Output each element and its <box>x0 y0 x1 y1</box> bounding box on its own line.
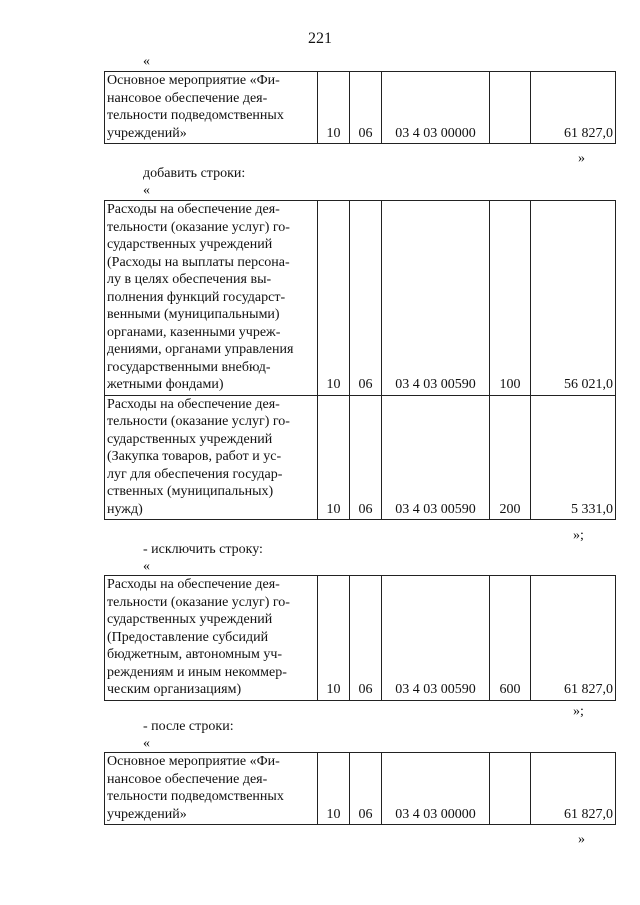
expense-type-code: 200 <box>490 395 531 520</box>
expense-type-code <box>490 753 531 825</box>
closing-quote: » <box>578 832 585 847</box>
target-article-code: 03 4 03 00000 <box>382 753 490 825</box>
closing-quote: »; <box>573 528 584 543</box>
expense-type-code: 100 <box>490 201 531 396</box>
row-description: Расходы на обеспечение дея- тельности (оказание услуг) го- сударственных учреждений (Предоставление субсидий бюджетным, автономным уч- реждениям и иным некоммер- ческим организациям) <box>105 576 318 701</box>
subsection-code: 06 <box>350 201 382 396</box>
section-code: 10 <box>318 72 350 144</box>
instruction-exclude: - исключить строку: <box>143 542 263 557</box>
table-row <box>105 395 616 520</box>
section-code: 10 <box>318 753 350 825</box>
amount: 61 827,0 <box>531 72 616 144</box>
budget-table-2 <box>104 200 616 520</box>
expense-type-code: 600 <box>490 576 531 701</box>
instruction-add: добавить строки: <box>143 166 246 181</box>
table-row <box>105 576 616 701</box>
row-description: Расходы на обеспечение дея- тельности (оказание услуг) го- сударственных учреждений (Закупка товаров, работ и ус- луг для обеспечения государ- ственных (муниципальных) нужд) <box>105 395 318 520</box>
budget-table-1 <box>104 71 616 144</box>
page-number: 221 <box>308 30 332 47</box>
target-article-code: 03 4 03 00590 <box>382 201 490 396</box>
target-article-code: 03 4 03 00590 <box>382 576 490 701</box>
closing-quote: »; <box>573 704 584 719</box>
amount: 56 021,0 <box>531 201 616 396</box>
table-row <box>105 753 616 825</box>
row-description: Основное мероприятие «Фи- нансовое обеспечение дея- тельности подведомственных учреждений» <box>105 72 318 144</box>
target-article-code: 03 4 03 00590 <box>382 395 490 520</box>
opening-quote: « <box>143 54 150 69</box>
amount: 61 827,0 <box>531 753 616 825</box>
subsection-code: 06 <box>350 753 382 825</box>
row-description: Основное мероприятие «Фи- нансовое обеспечение дея- тельности подведомственных учреждений» <box>105 753 318 825</box>
subsection-code: 06 <box>350 576 382 701</box>
subsection-code: 06 <box>350 72 382 144</box>
opening-quote: « <box>143 736 150 751</box>
opening-quote: « <box>143 559 150 574</box>
section-code: 10 <box>318 201 350 396</box>
table-row <box>105 72 616 144</box>
closing-quote: » <box>578 151 585 166</box>
budget-table-4 <box>104 752 616 825</box>
amount: 5 331,0 <box>531 395 616 520</box>
target-article-code: 03 4 03 00000 <box>382 72 490 144</box>
section-code: 10 <box>318 395 350 520</box>
amount: 61 827,0 <box>531 576 616 701</box>
opening-quote: « <box>143 183 150 198</box>
instruction-after: - после строки: <box>143 719 234 734</box>
row-description: Расходы на обеспечение дея- тельности (оказание услуг) го- сударственных учреждений (Расходы на выплаты персона- лу в целях обеспечения вы- полнения функций государст- венными (муниципальными) органами, казенными учреж- дениями, органами управления государственными внебюд- жетными фондами) <box>105 201 318 396</box>
section-code: 10 <box>318 576 350 701</box>
table-row <box>105 201 616 396</box>
subsection-code: 06 <box>350 395 382 520</box>
expense-type-code <box>490 72 531 144</box>
budget-table-3 <box>104 575 616 701</box>
